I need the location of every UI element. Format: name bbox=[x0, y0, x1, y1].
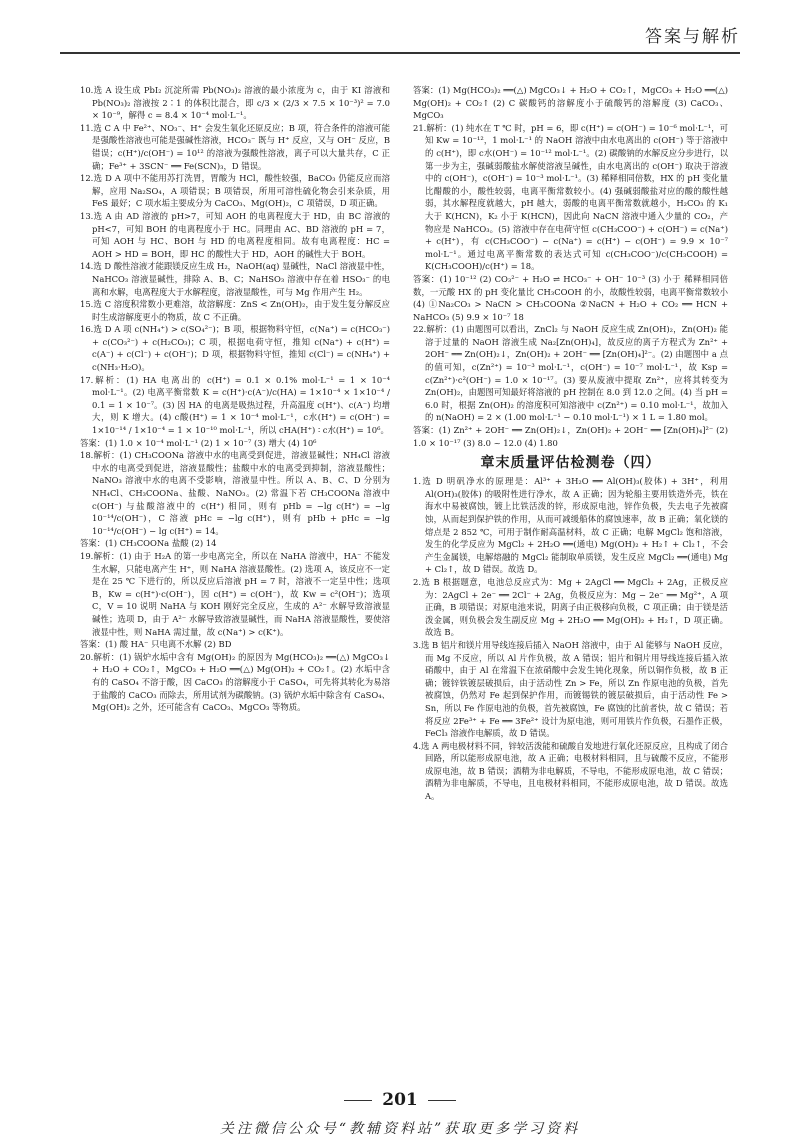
page-number: 201 bbox=[382, 1090, 418, 1110]
header-title: 答案与解析 bbox=[645, 27, 740, 47]
section-title: 章末质量评估检测卷（四） bbox=[480, 455, 661, 472]
left-column bbox=[80, 84, 390, 714]
answer-12: 12.选 D A 项中不能用苏打洗胃，胃酸为 HCl，酸性较强，BaCO₃ 仍能反应而溶解，应用 Na₂SO₄，A 项错误；B 项错误，所用可溶性硫化物会引来杂质，用 FeS 最好；C 项水垢主要成分为 CaCO₃、Mg(OH)₂，C 项错误，D 项正确。 bbox=[80, 173, 390, 209]
answer-17-analysis: 17.解析：(1) HA 电离出的 c(H⁺) = 0.1 × 0.1% mol·L⁻¹ = 1 × 10⁻⁴ mol·L⁻¹。(2) 电离平衡常数 K = c(H⁺)·c(A⁻)/c(HA) = 1×10⁻⁴ × 1×10⁻⁴ / 0.1 = 1 × 10⁻⁷。(3) 因 HA 的电离是吸热过程，升高温度 c(H⁺)、c(A⁻) 均增大，则 K 增大。(4) c酸(H⁺) = 1 × 10⁻⁴ mol·L⁻¹，c水(H⁺) = c(OH⁻) = 1×10⁻¹⁴ / 1×10⁻⁴ = 1 × 10⁻¹⁰ mol·L⁻¹，所以 cHA(H⁺) ∶ c水(H⁺) = 10⁶。 bbox=[80, 374, 390, 436]
quiz-answer-2: 2.选 B 根据题意，电池总反应式为：Mg + 2AgCl ══ MgCl₂ + 2Ag，正极反应为：2AgCl + 2e⁻ ══ 2Cl⁻ + 2Ag，负极反应为：Mg − 2e⁻ ══ Mg²⁺，A 项正确，B 项错误；对原电池来说，阴离子由正极移向负极，C 项正确；由于镁是活泼金属，则负极会发生副反应 Mg + 2H₂O ══ Mg(OH)₂ + H₂↑，D 项正确。故选 B。 bbox=[413, 576, 728, 638]
answer-18-analysis: 18.解析：(1) CH₃COONa 溶液中水的电离受到促进，溶液显碱性；NH₄Cl 溶液中水的电离受到促进，溶液显酸性；盐酸中水的电离受到抑制，溶液显酸性；NaNO₃ 溶液中水的电离不受影响，溶液显中性。所以 A、B、C、D 分别为 NH₄Cl、CH₃COONa、盐酸、NaNO₃。(2) 常温下若 CH₃COONa 溶液中 c(OH⁻) 与盐酸溶液中的 c(H⁺) 相同，则有 pHb = −lg c(H⁺) = −lg 10⁻¹⁴/c(OH⁻)，C 溶液 pHc = −lg c(H⁺)，则有 pHb + pHc = −lg 10⁻¹⁴/c(OH⁻) − lg c(H⁺) = 14。 bbox=[80, 450, 390, 536]
answer-20-key: 答案：(1) Mg(HCO₃)₂ ══(△) MgCO₃↓ + H₂O + CO₂↑，MgCO₃ + H₂O ══(△) Mg(OH)₂ + CO₂↑ (2) C 碳酸钙的溶解度小于硫酸钙的溶解度 (3) CaCO₃、MgCO₃ bbox=[413, 85, 728, 121]
footer-note: 关注微信公众号“教辅资料站”获取更多学习资料 bbox=[219, 1121, 581, 1137]
header-rule bbox=[60, 52, 740, 54]
page-number-row bbox=[0, 1090, 800, 1110]
right-column bbox=[413, 84, 728, 803]
answer-19-key: 答案：(1) 酸 HA⁻ 只电离不水解 (2) BD bbox=[80, 639, 232, 650]
answer-19-analysis: 19.解析：(1) 由于 H₂A 的第一步电离完全，所以在 NaHA 溶液中，HA⁻ 不能发生水解，只能电离产生 H⁺，则 NaHA 溶液显酸性。(2) 选项 A，该反应不一定是在 25 ℃ 下进行的，所以反应后溶液 pH = 7 时，溶液不一定呈中性；选项 B，Kw = c(H⁺)·c(OH⁻)，因 c(H⁺) = c(OH⁻)，故 Kw = c²(OH⁻)；选项 C，V = 10 说明 NaHA 与 KOH 刚好完全反应，生成的 A²⁻ 水解导致溶液显碱性；选项 D，由于 A²⁻ 水解导致溶液显碱性，而 NaHA 溶液显酸性，要使溶液显中性，则 NaHA 需过量，故 c(Na⁺) > c(K⁺)。 bbox=[80, 550, 390, 637]
quiz-answer-1: 1.选 D 明矾净水的原理是：Al³⁺ + 3H₂O ══ Al(OH)₃(胶体) + 3H⁺，利用 Al(OH)₃(胶体) 的吸附性进行净水，故 A 正确；因为轮船主要用铁造外壳，铁在海水中易被腐蚀，镀上比铁活泼的锌，形成原电池，锌作负极，失去电子先被腐蚀，从而起到保护铁的作用，从而可减缓船体的腐蚀速率，故 B 正确；氧化镁的熔点是 2 852 ℃，可用于制作耐高温材料，故 C 正确；电解 MgCl₂ 饱和溶液，发生的化学反应为 MgCl₂ + 2H₂O ══(通电) Mg(OH)₂ + H₂↑ + Cl₂↑，不会产生金属镁，电解熔融的 MgCl₂ 能制取单质镁，发生反应 MgCl₂ ══(通电) Mg + Cl₂↑，故 D 错误。故选 D。 bbox=[413, 476, 728, 575]
answer-13: 13.选 A 由 AD 溶液的 pH>7，可知 AOH 的电离程度大于 HD，由 BC 溶液的 pH<7，可知 BOH 的电离程度小于 HC。同理由 AC、BD 溶液的 pH = 7，可知 AOH 与 HC、BOH 与 HD 的电离程度相同。故有电离程度：HC = AOH > HD = BOH，即 HC 的酸性大于 HD，AOH 的碱性大于 BOH。 bbox=[80, 210, 390, 259]
answer-16: 16.选 D A 项 c(NH₄⁺) > c(SO₄²⁻)；B 项，根据物料守恒，c(Na⁺) = c(HCO₃⁻) + c(CO₃²⁻) + c(H₂CO₃)；C 项，根据电荷守恒，推知 c(Na⁺) + c(H⁺) = c(A⁻) + c(Cl⁻) + c(OH⁻)；D 项，根据物料守恒，推知 c(Cl⁻) = c(NH₄⁺) + c(NH₃·H₂O)。 bbox=[80, 324, 390, 373]
answer-21-analysis: 21.解析：(1) 纯水在 T ℃ 时，pH = 6，即 c(H⁺) = c(OH⁻) = 10⁻⁶ mol·L⁻¹，可知 Kw = 10⁻¹²，1 mol·L⁻¹ 的 NaOH 溶液中由水电离出的 c(OH⁻) 等于溶液中的 c(H⁺)，即 c水(OH⁻) = 10⁻¹² mol·L⁻¹。(2) 碳酸钠的水解反应分步进行，以第一步为主，强碱弱酸盐水解使溶液呈碱性，由水电离出的 c(OH⁻) 取决于溶液中的 c(OH⁻)，c(OH⁻) = 10⁻³ mol·L⁻¹。(3) 稀释相同倍数，HX 的 pH 变化量比醋酸的小，酸性较弱，电离平衡常数较小。(4) 强碱弱酸盐对应的酸的酸性越弱，其水解程度就越大，pH 越大，弱酸的电离平衡常数就越小，H₂CO₃ 的 K₁ 大于 K(HCN)，K₂ 小于 K(HCN)，因此向 NaCN 溶液中通入少量的 CO₂，产物应是 NaHCO₃。(5) 溶液中存在电荷守恒 c(CH₃COO⁻) + c(OH⁻) = c(Na⁺) + c(H⁺)，有 c(CH₃COO⁻) − c(Na⁺) = c(H⁺) − c(OH⁻) = 9.9 × 10⁻⁷ mol·L⁻¹。通过电离平衡常数的表达式可知 c(CH₃COO⁻)/c(CH₃COOH) = K(CH₃COOH)/c(H⁺) = 18。 bbox=[413, 122, 728, 272]
quiz-answer-3: 3.选 B 铝片和镁片用导线连接后插入 NaOH 溶液中，由于 Al 能够与 NaOH 反应，而 Mg 不反应，所以 Al 片作负极，故 A 错误；铝片和铜片用导线连接后插入浓硝酸中，由于 Al 在常温下在浓硝酸中会发生钝化现象，所以铜作负极，故 B 正确；镀锌铁镀层破损后，由于活动性 Zn > Fe，所以 Zn 作原电池的负极，首先被腐蚀，仍然对 Fe 起到保护作用，而镀锡铁的镀层破损后，由于活动性 Fe > Sn，所以 Fe 作原电池的负极，首先被腐蚀，Fe 腐蚀的比前者快，故 C 错误；若将反应 2Fe³⁺ + Fe ══ 3Fe²⁺ 设计为原电池，则可用铁片作负极，石墨作正极，FeCl₃ 溶液作电解质，故 D 错误。 bbox=[413, 639, 728, 739]
answer-20-analysis: 20.解析：(1) 锅炉水垢中含有 Mg(OH)₂ 的原因为 Mg(HCO₃)₂ ══(△) MgCO₃↓ + H₂O + CO₂↑，MgCO₃ + H₂O ══(△) Mg(OH)₂ + CO₂↑。(2) 水垢中含有的 CaSO₄ 不溶于酸，因 CaCO₃ 的溶解度小于 CaSO₄，可先将其转化为易溶于盐酸的 CaCO₃ 而除去，所用试剂为碳酸钠。(3) 锅炉水垢中除含有 CaSO₄、Mg(OH)₂ 之外，还可能含有 CaCO₃、MgCO₃ 等物质。 bbox=[80, 651, 390, 713]
page-number-dash-left bbox=[344, 1100, 372, 1101]
quiz-answer-4: 4.选 A 两电极材料不同，锌较活泼能和硫酸自发地进行氧化还原反应，且构成了闭合回路，所以能形成原电池，故 A 正确；电极材料相同，且与硫酸不反应，不能形成原电池，故 B 错误；酒精为非电解质，不导电，不能形成原电池，故 C 错误；酒精为非电解质，不导电，且电极材料相同，不能形成原电池，故 D 错误。故选 A。 bbox=[413, 740, 728, 802]
answer-15: 15.选 C 溶度积常数小更难溶，故溶解度：ZnS < Zn(OH)₂，由于发生复分解反应时生成溶解度更小的物质，故 C 不正确。 bbox=[80, 299, 390, 322]
answer-11: 11.选 C A 中 Fe²⁺、NO₃⁻、H⁺ 会发生氧化还原反应；B 项，符合条件的溶液可能是强酸性溶液也可能是强碱性溶液，HCO₃⁻ 既与 H⁺ 反应，又与 OH⁻ 反应，B 错误；c(H⁺)/c(OH⁻) = 10¹² 的溶液为强酸性溶液，离子可以大量共存，C 正确；Fe³⁺ + 3SCN⁻ ══ Fe(SCN)₃，D 错误。 bbox=[80, 122, 390, 171]
answer-18-key: 答案：(1) CH₃COONa 盐酸 (2) 14 bbox=[80, 538, 217, 549]
answer-21-key: 答案：(1) 10⁻¹² (2) CO₃²⁻ + H₂O ⇌ HCO₃⁻ + OH⁻ 10⁻³ (3) 小于 稀释相同倍数，一元酸 HX 的 pH 变化量比 CH₃COOH 的小，故酸性较弱，电离平衡常数较小 (4) ①Na₂CO₃ > NaCN > CH₃COONa ②NaCN + H₂O + CO₂ ══ HCN + NaHCO₃ (5) 9.9 × 10⁻⁷ 18 bbox=[413, 273, 728, 322]
answer-22-key: 答案：(1) Zn²⁺ + 2OH⁻ ══ Zn(OH)₂↓，Zn(OH)₂ + 2OH⁻ ══ [Zn(OH)₄]²⁻ (2) 1.0 × 10⁻¹⁷ (3) 8.0 ~ 12.0 (4) 1.80 bbox=[413, 425, 728, 448]
answer-22-analysis: 22.解析：(1) 由题图可以看出，ZnCl₂ 与 NaOH 反应生成 Zn(OH)₂，Zn(OH)₂ 能溶于过量的 NaOH 溶液生成 Na₂[Zn(OH)₄]，故反应的离子方程式为 Zn²⁺ + 2OH⁻ ══ Zn(OH)₂↓，Zn(OH)₂ + 2OH⁻ ══ [Zn(OH)₄]²⁻。(2) 由题图中 a 点的值可知，c(Zn²⁺) = 10⁻³ mol·L⁻¹，c(OH⁻) = 10⁻⁷ mol·L⁻¹，故 Ksp = c(Zn²⁺)·c²(OH⁻) = 1.0 × 10⁻¹⁷。(3) 要从废液中提取 Zn²⁺，应将其转变为 Zn(OH)₂，由题图可知最好将溶液的 pH 控制在 8.0 到 12.0 之间。(4) 当 pH = 6.0 时，根据 Zn(OH)₂ 的溶度积可知溶液中 c(Zn²⁺) = 0.10 mol·L⁻¹，故加入的 n(NaOH) = 2 × (1.00 mol·L⁻¹ − 0.10 mol·L⁻¹) × 1 L = 1.80 mol。 bbox=[413, 324, 728, 423]
page-number-dash-right bbox=[428, 1100, 456, 1101]
answer-10: 10.选 A 设生成 PbI₂ 沉淀所需 Pb(NO₃)₂ 溶液的最小浓度为 c，由于 KI 溶液和 Pb(NO₃)₂ 溶液按 2∶1 的体积比混合，即 c/3 × (2/3 × 7.5 × 10⁻³)² = 7.0 × 10⁻⁹，解得 c = 8.4 × 10⁻⁴ mol·L⁻¹。 bbox=[80, 85, 390, 121]
answer-17-key: 答案：(1) 1.0 × 10⁻⁴ mol·L⁻¹ (2) 1 × 10⁻⁷ (3) 增大 (4) 10⁶ bbox=[80, 437, 317, 448]
answer-14: 14.选 D 酸性溶液才能跟镁反应生成 H₂，NaOH(aq) 显碱性，NaCl 溶液显中性，NaHCO₃ 溶液显碱性，排除 A、B、C；NaHSO₃ 溶液中存在着 HSO₃⁻ 的电离和水解，电离程度大于水解程度，溶液显酸性，可与 Mg 作用产生 H₂。 bbox=[80, 261, 390, 297]
